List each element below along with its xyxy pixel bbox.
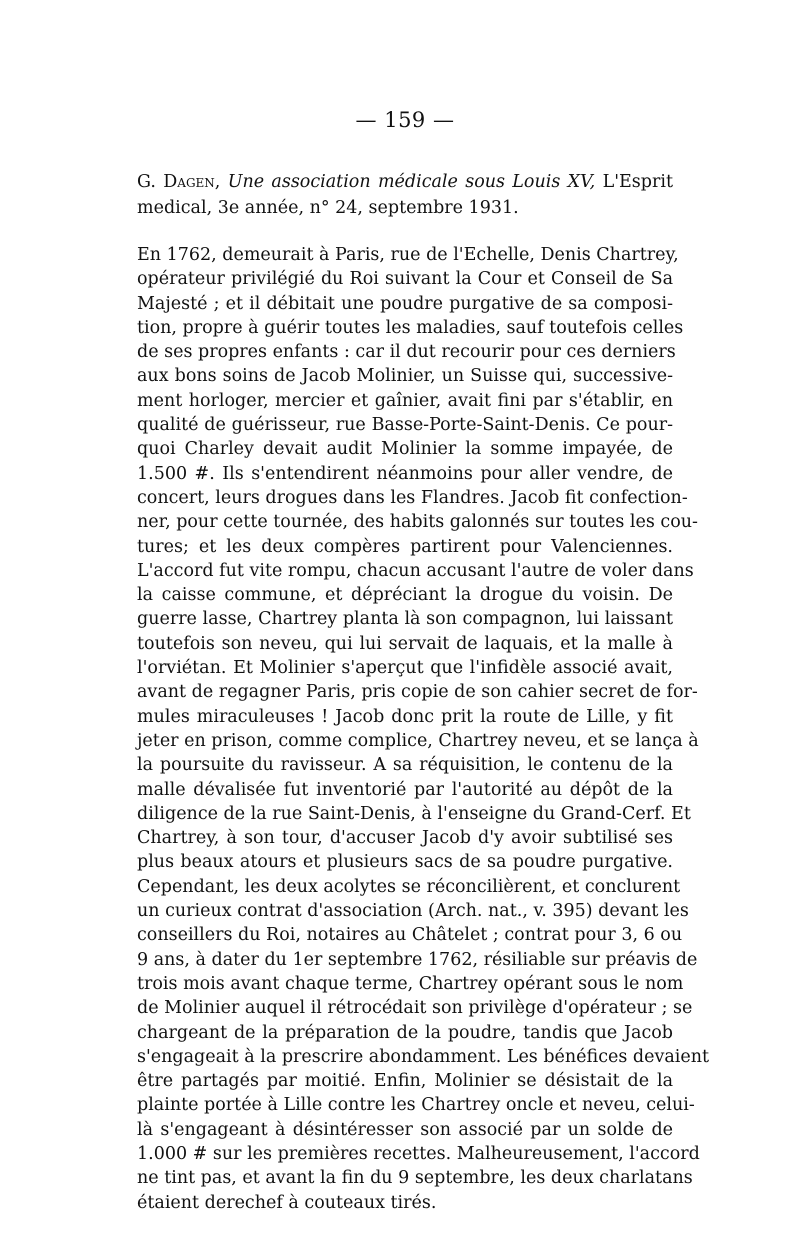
text-line: étaient derechef à couteaux tirés. (137, 1192, 437, 1213)
text-line: jeter en prison, comme complice, Chartrey neveu, et se lança à (137, 730, 699, 751)
text-line: toutefois son neveu, qui lui servait de laquais, et la malle à (137, 633, 673, 654)
text-line: diligence de la rue Saint-Denis, à l'enseigne du Grand-Cerf. Et (137, 803, 691, 824)
text-line: de ses propres enfants : car il dut recourir pour ces derniers (137, 342, 676, 363)
text-line: s'engageait à la prescrire abondamment. Les bénéfices devaient (137, 1046, 710, 1067)
text-line: ment horloger, mercier et gaînier, avait fini par s'établir, en (137, 390, 673, 411)
reference-title: Une association médicale sous Louis XV, (227, 172, 596, 192)
text-line: être partagés par moitié. Enfin, Molinier se désistait de la (137, 1071, 673, 1092)
text-line: ne tint pas, et avant la fin du 9 septembre, les deux charlatans (137, 1168, 693, 1189)
reference-author: G. Dagen, (137, 172, 221, 192)
text-line: En 1762, demeurait à Paris, rue de l'Echelle, Denis Chartrey, (137, 245, 679, 265)
text-line: trois mois avant chaque terme, Chartrey opérant sous le nom (137, 973, 684, 994)
text-line: aux bons soins de Jacob Molinier, un Suisse qui, successive- (137, 366, 673, 387)
text-line: un curieux contrat d'association (Arch. nat., v. 395) devant les (137, 901, 689, 922)
text-line: de Molinier auquel il rétrocédait son privilège d'opérateur ; se (137, 998, 693, 1019)
text-line: plus beaux atours et plusieurs sacs de sa poudre purgative. (137, 852, 673, 873)
text-line: Majesté ; et il débitait une poudre purgative de sa composi- (137, 293, 673, 314)
text-line: guerre lasse, Chartrey planta là son compagnon, lui laissant (137, 609, 673, 630)
text-line: L'accord fut vite rompu, chacun accusant l'autre de voler dans (137, 560, 694, 581)
text-line: qualité de guérisseur, rue Basse-Porte-Saint-Denis. Ce pour- (137, 415, 673, 436)
text-line: tures; et les deux compères partirent pour Valenciennes. (137, 536, 673, 557)
text-line: avant de regagner Paris, pris copie de son cahier secret de for- (137, 682, 698, 703)
text-line: tion, propre à guérir toutes les maladies, sauf toutefois celles (137, 317, 684, 338)
text-line: 9 ans, à dater du 1er septembre 1762, résiliable sur préavis de (137, 949, 698, 970)
reference-source: L'Esprit medical, 3e année, n° 24, septembre 1931. (137, 172, 673, 218)
text-line: opérateur privilégié du Roi suivant la Cour et Conseil de Sa (137, 269, 673, 290)
bibliographic-reference (137, 170, 673, 221)
text-line: conseillers du Roi, notaires au Châtelet ; contrat pour 3, 6 ou (137, 925, 683, 946)
text-line: Chartrey, à son tour, d'accuser Jacob d'y avoir subtilisé ses (137, 828, 673, 849)
text-line: 1.500 #. Ils s'entendirent néanmoins pour aller vendre, de (137, 463, 673, 484)
text-line: chargeant de la préparation de la poudre, tandis que Jacob (137, 1022, 673, 1043)
text-line: plainte portée à Lille contre les Chartrey oncle et neveu, celui- (137, 1095, 695, 1116)
text-line: la caisse commune, et dépréciant la drogue du voisin. De (137, 585, 673, 606)
page-number: — 159 — (355, 108, 455, 132)
text-line: malle dévalisée fut inventorié par l'autorité au dépôt de la (137, 779, 673, 800)
text-line: 1.000 # sur les premières recettes. Malheureusement, l'accord (137, 1143, 700, 1164)
text-line: mules miraculeuses ! Jacob donc prit la route de Lille, y fit (137, 706, 673, 727)
text-line: Cependant, les deux acolytes se réconcilièrent, et conclurent (137, 876, 681, 897)
text-line: ner, pour cette tournée, des habits galonnés sur toutes les cou- (137, 512, 698, 533)
text-line: la poursuite du ravisseur. A sa réquisition, le contenu de la (137, 755, 673, 776)
body-paragraph (137, 243, 710, 1215)
text-line: quoi Charley devait audit Molinier la somme impayée, de (137, 439, 673, 460)
text-line: l'orviétan. Et Molinier s'aperçut que l'infidèle associé avait, (137, 658, 673, 679)
text-line: là s'engageant à désintéresser son associé par un solde de (137, 1119, 673, 1140)
page (137, 108, 710, 1215)
text-line: concert, leurs drogues dans les Flandres. Jacob fit confection- (137, 487, 688, 508)
